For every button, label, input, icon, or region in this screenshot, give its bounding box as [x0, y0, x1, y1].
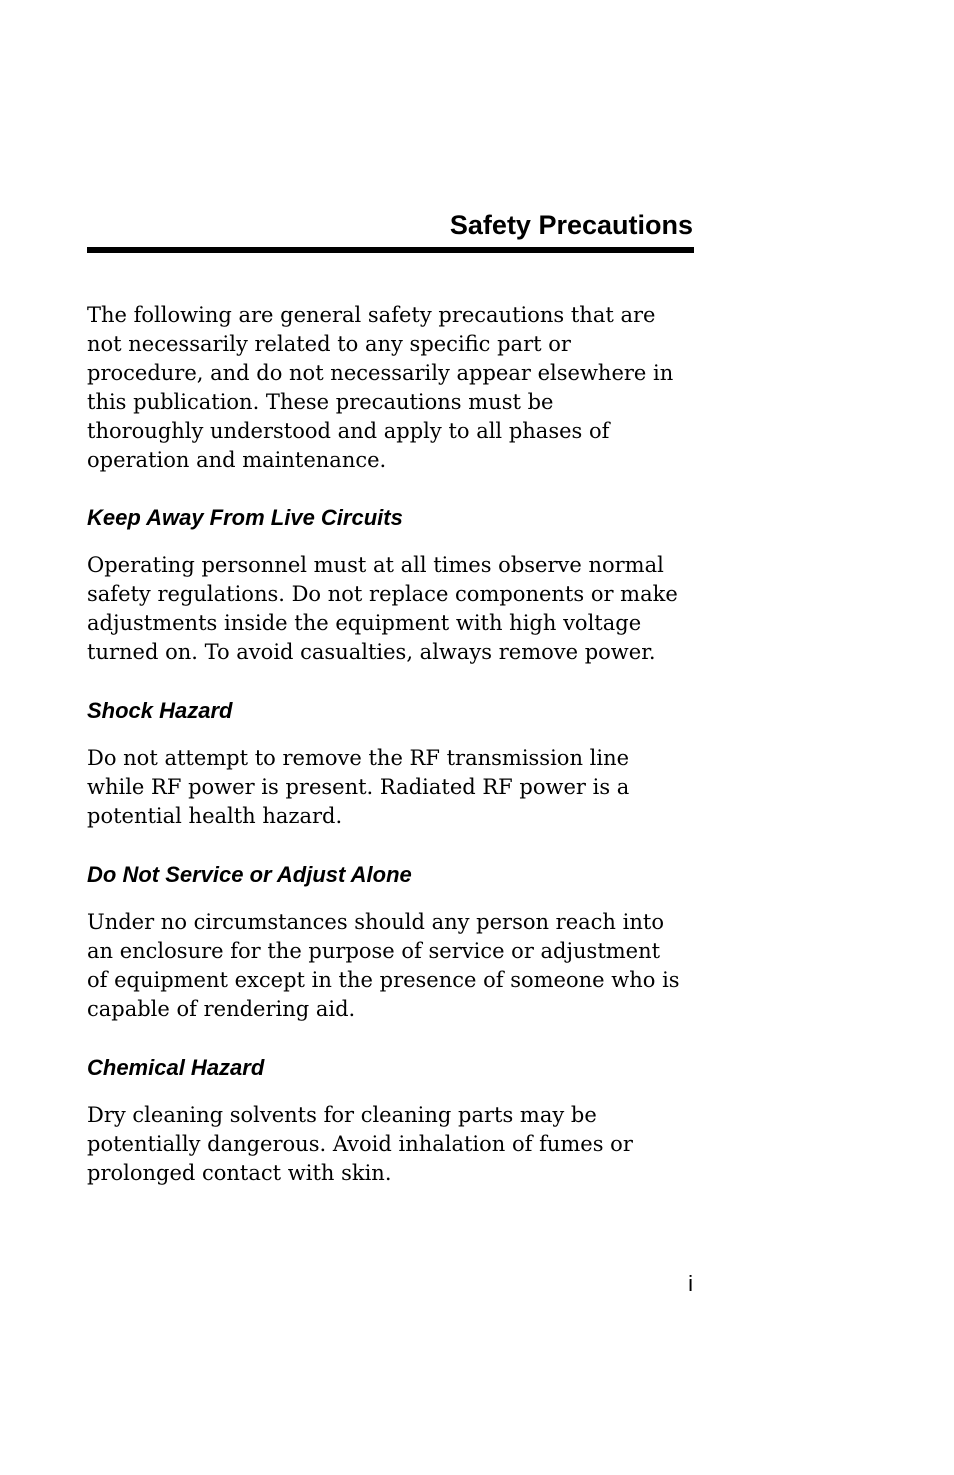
body-line: Under no circumstances should any person reach into — [87, 910, 664, 934]
section-body-service-alone — [87, 908, 702, 1024]
section-heading-live-circuits: Keep Away From Live Circuits — [87, 505, 403, 530]
section-body-live-circuits — [87, 551, 702, 667]
body-line: potential health hazard. — [87, 804, 343, 828]
intro-line: The following are general safety precautions that are — [87, 303, 656, 327]
intro-paragraph — [87, 301, 702, 475]
intro-line: not necessarily related to any specific part or — [87, 332, 571, 356]
section-heading-service-alone: Do Not Service or Adjust Alone — [87, 862, 412, 887]
body-line: Do not attempt to remove the RF transmission line — [87, 746, 630, 770]
title-rule — [87, 247, 694, 253]
body-line: an enclosure for the purpose of service or adjustment — [87, 939, 661, 963]
body-line: capable of rendering aid. — [87, 997, 356, 1021]
intro-line: procedure, and do not necessarily appear elsewhere in — [87, 361, 674, 385]
body-line: safety regulations. Do not replace components or make — [87, 582, 678, 606]
intro-line: operation and maintenance. — [87, 448, 387, 472]
section-body-chemical-hazard — [87, 1101, 702, 1188]
body-line: potentially dangerous. Avoid inhalation of fumes or — [87, 1132, 633, 1156]
body-line: Dry cleaning solvents for cleaning parts may be — [87, 1103, 597, 1127]
body-line: while RF power is present. Radiated RF power is a — [87, 775, 630, 799]
body-line: adjustments inside the equipment with high voltage — [87, 611, 642, 635]
body-line: Operating personnel must at all times observe normal — [87, 553, 664, 577]
intro-line: this publication. These precautions must be — [87, 390, 554, 414]
body-line: turned on. To avoid casualties, always remove power. — [87, 640, 656, 664]
section-heading-chemical-hazard: Chemical Hazard — [87, 1055, 265, 1080]
intro-line: thoroughly understood and apply to all phases of — [87, 419, 610, 443]
body-line: prolonged contact with skin. — [87, 1161, 392, 1185]
section-heading-shock-hazard: Shock Hazard — [87, 698, 233, 723]
page-title: Safety Precautions — [449, 210, 693, 240]
section-body-shock-hazard — [87, 744, 702, 831]
page-number: i — [688, 1271, 693, 1296]
body-line: of equipment except in the presence of someone who is — [87, 968, 680, 992]
